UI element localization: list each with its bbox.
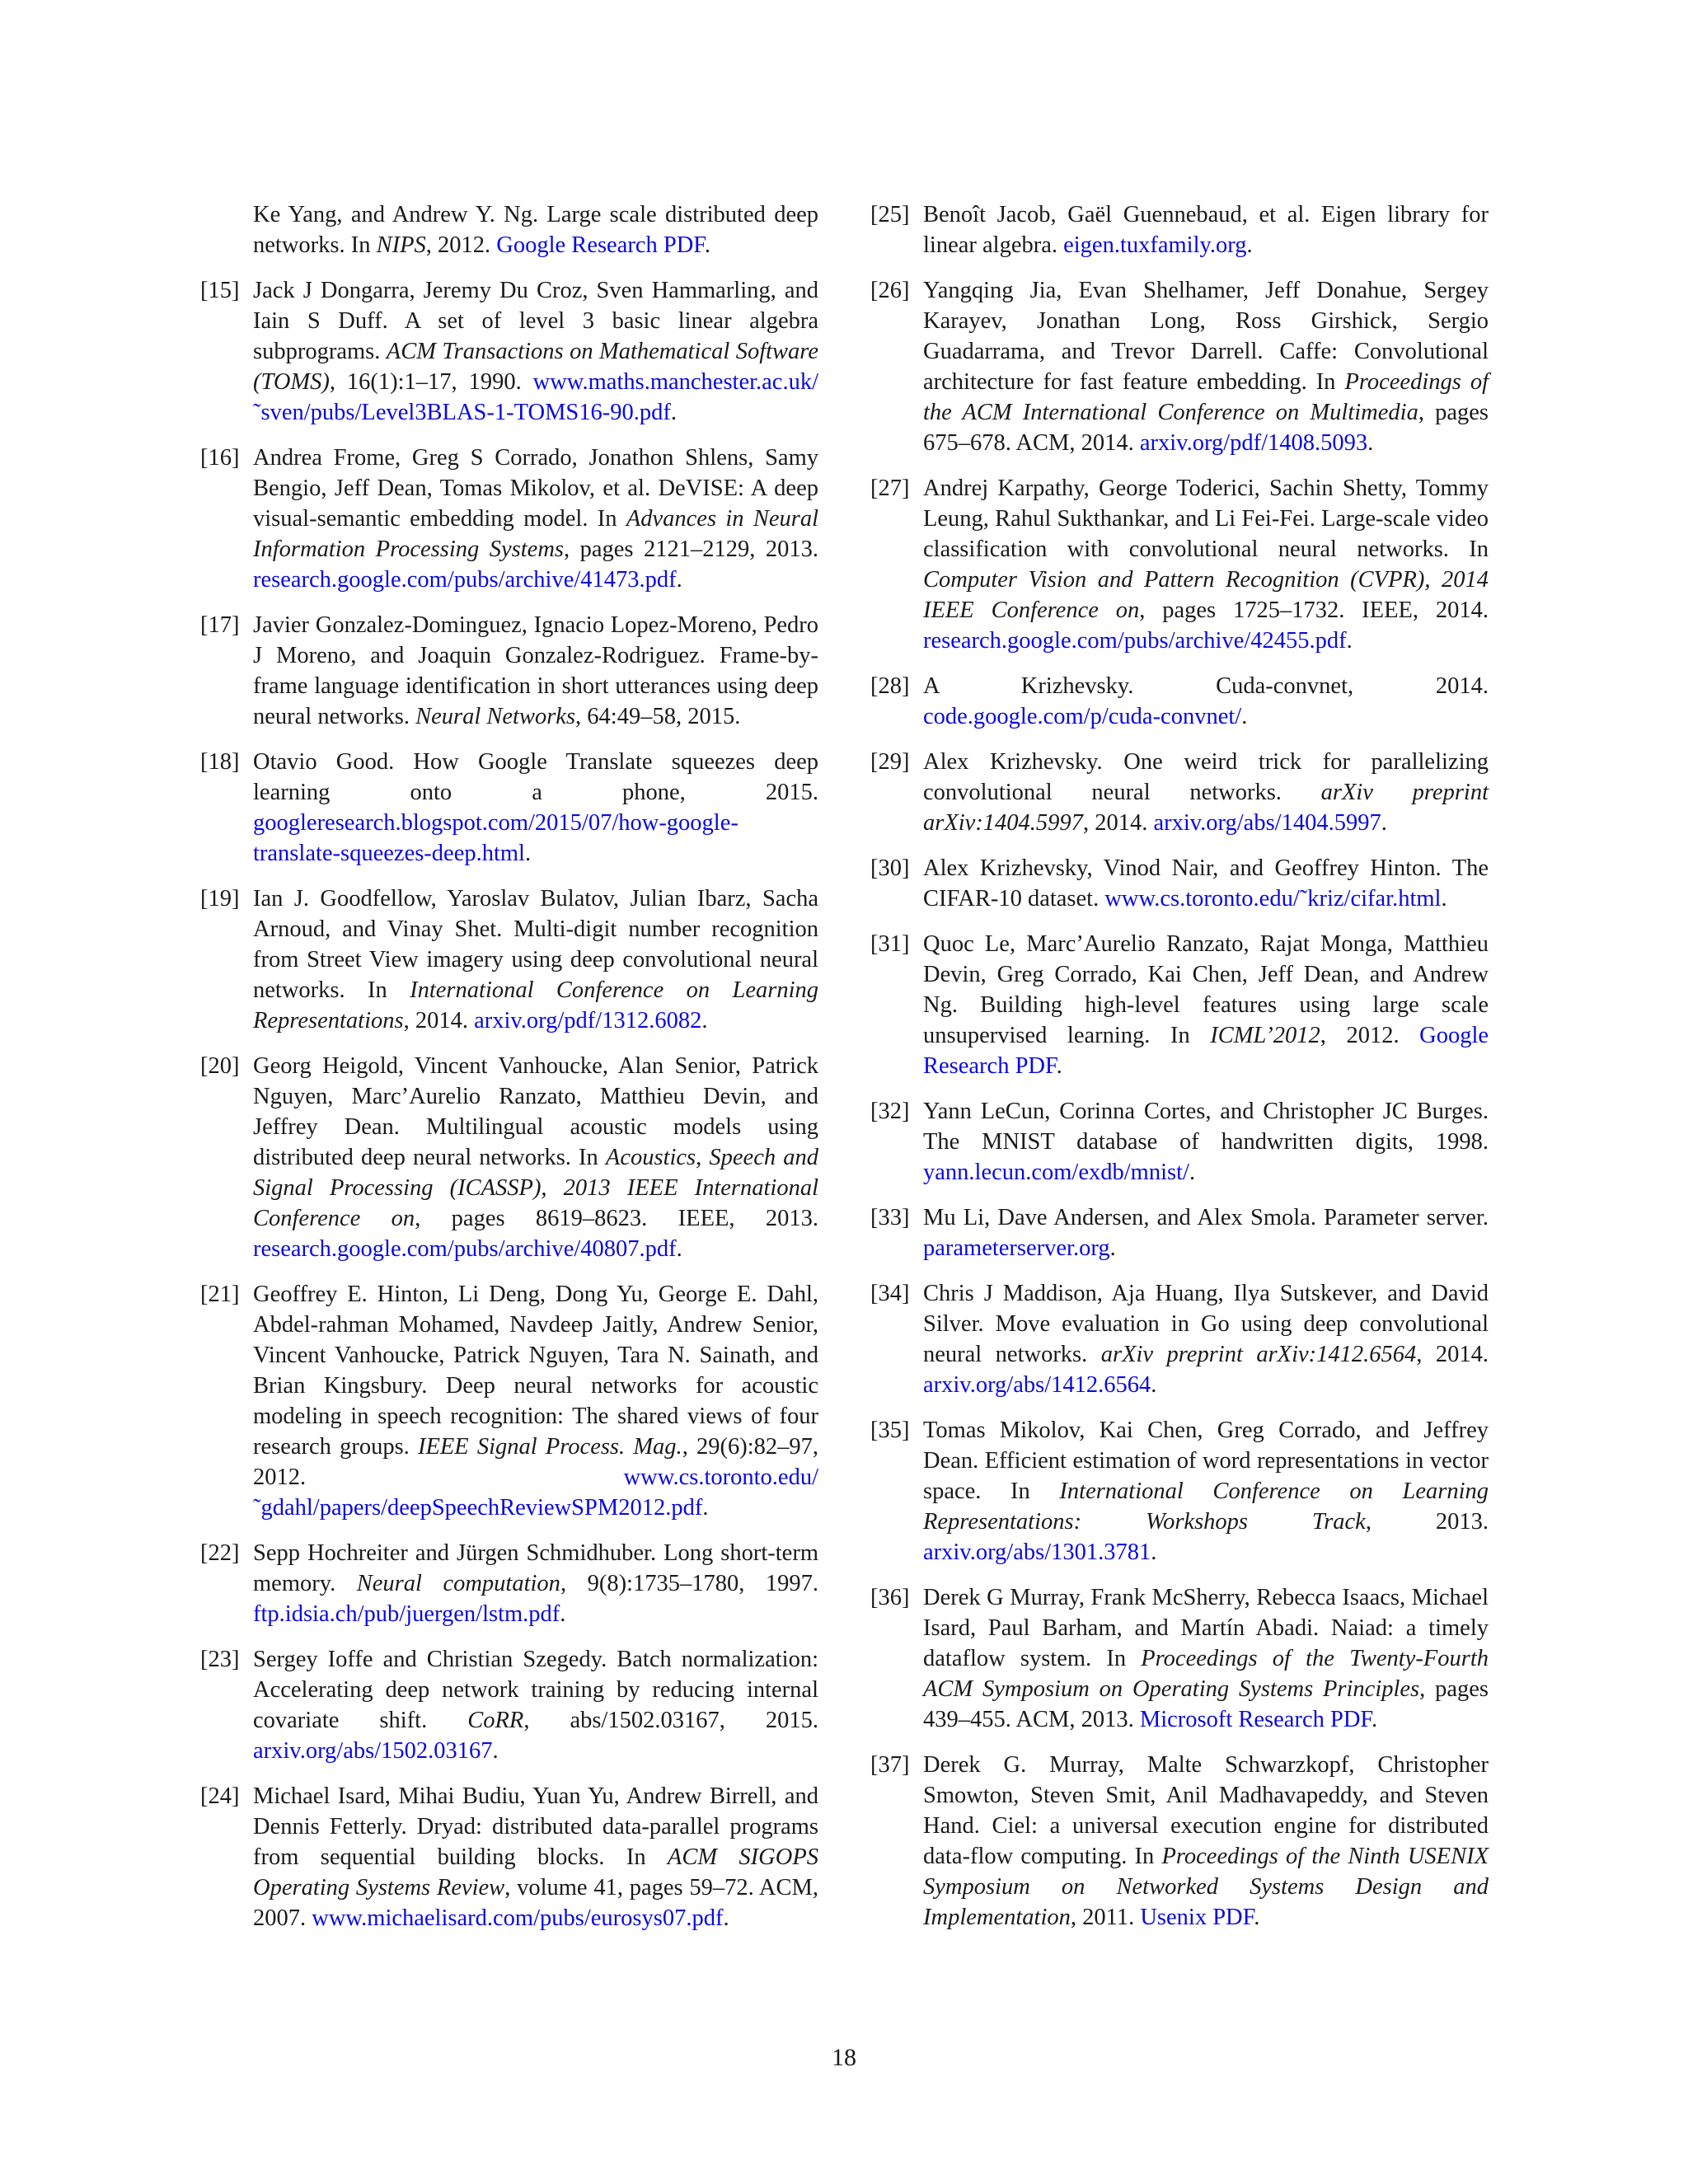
reference-details: , 2012. [1320,1023,1420,1048]
reference-number: [37] [870,1752,910,1778]
reference-venue: arXiv preprint arXiv:1404.5997 [923,780,1489,836]
reference-text: Alex Krizhevsky, Vinod Nair, and Geoffrey Hinton. The CIFAR-10 dataset. [923,855,1489,912]
reference-text: Yangqing Jia, Evan Shelhamer, Jeff Donahue, Sergey Karayev, Jonathan Long, Ross Girshick, Sergio Guadarrama, and Trevor Darrell. Caffe: Convolutional architecture for fast feature embedding. In [923,278,1489,395]
references-left-column [200,199,818,1948]
reference-text: Otavio Good. How Google Translate squeezes deep learning onto a phone, 2015. [253,749,818,805]
reference-venue: NIPS [376,232,426,258]
reference-number: [36] [870,1585,910,1610]
reference-entry [870,747,1489,838]
reference-entry [200,1781,818,1933]
reference-details: , abs/1502.03167, 2015. [523,1708,818,1733]
reference-link[interactable]: research.google.com/pubs/archive/42455.pdf [923,628,1347,654]
reference-entry [200,1051,818,1264]
reference-details: , pages 439–455. ACM, 2013. [923,1676,1489,1732]
reference-number: [31] [870,931,910,957]
reference-link[interactable]: www.cs.toronto.edu/˜kriz/cifar.html [1104,886,1442,912]
reference-number: [15] [200,278,240,303]
reference-number: [20] [200,1053,240,1079]
reference-end: . [1189,1160,1196,1185]
reference-entry [870,275,1489,458]
reference-text: Derek G. Murray, Malte Schwarzkopf, Christopher Smowton, Steven Smit, Anil Madhavapeddy, and Steven Hand. Ciel: a universal execution engine for distributed data-flow computing. In [923,1752,1489,1869]
reference-details: , pages 675–678. ACM, 2014. [923,400,1489,456]
reference-venue: ICML’2012 [1210,1023,1320,1048]
reference-text: Geoffrey E. Hinton, Li Deng, Dong Yu, George E. Dahl, Abdel-rahman Mohamed, Navdeep Jaitly, Andrew Senior, Vincent Vanhoucke, Patrick Nguyen, Tara N. Sainath, and Brian Kingsbury. Deep neural networks for acoustic modeling in speech recognition: The shared views of four research groups. [253,1282,818,1460]
reference-details: , pages 1725–1732. IEEE, 2014. [1139,598,1489,623]
reference-text: Sergey Ioffe and Christian Szegedy. Batch normalization: Accelerating deep network training by reducing internal covariate shift. [253,1647,818,1733]
reference-end: . [676,1236,682,1262]
reference-end: . [670,400,678,425]
reference-entry [870,1750,1489,1933]
reference-text: Alex Krizhevsky. One weird trick for parallelizing convolutional neural networks. [923,749,1489,805]
reference-link[interactable]: www.michaelisard.com/pubs/eurosys07.pdf [312,1905,724,1931]
reference-text: Andrej Karpathy, George Toderici, Sachin Shetty, Tommy Leung, Rahul Sukthankar, and Li Fei-Fei. Large-scale video classification with convolutional neural networks. In [923,476,1489,562]
reference-number: [17] [200,612,240,638]
reference-link[interactable]: arxiv.org/abs/1502.03167 [253,1738,493,1764]
reference-details: , 9(8):1735–1780, 1997. [560,1571,818,1596]
reference-number: [33] [870,1205,910,1230]
reference-end: . [1109,1235,1116,1261]
reference-link[interactable]: arxiv.org/pdf/1408.5093 [1139,430,1368,456]
reference-text: Quoc Le, Marc’Aurelio Ranzato, Rajat Monga, Matthieu Devin, Greg Corrado, Kai Chen, Jeff Dean, and Andrew Ng. Building high-level features using large scale unsupervised learning. In [923,931,1489,1048]
reference-link[interactable]: arxiv.org/abs/1404.5997 [1153,810,1381,836]
reference-end: . [1371,1707,1378,1732]
reference-number: [25] [870,202,910,227]
reference-venue: International Conference on Learning Representations [253,977,818,1033]
reference-link[interactable]: arxiv.org/abs/1301.3781 [923,1540,1151,1565]
reference-link[interactable]: Google Research PDF [923,1023,1489,1079]
reference-entry [870,929,1489,1081]
reference-details: , 29(6):82–97, 2012. [253,1434,819,1490]
reference-number: [23] [200,1647,240,1672]
reference-end: . [1151,1540,1157,1565]
reference-text: Ke Yang, and Andrew Y. Ng. Large scale distributed deep networks. In [253,202,818,258]
reference-number: [34] [870,1281,910,1306]
reference-venue: ACM Transactions on Mathematical Software (TOMS) [253,339,818,395]
reference-number: [27] [870,476,910,501]
reference-end: . [676,567,682,593]
reference-text: Jack J Dongarra, Jeremy Du Croz, Sven Hammarling, and Iain S Duff. A set of level 3 basic linear algebra subprograms. [253,278,818,364]
reference-entry [870,1202,1489,1263]
reference-text: Yann LeCun, Corinna Cortes, and Christopher JC Burges. The MNIST database of handwritten digits, 1998. [923,1099,1489,1155]
page-number: 18 [832,2044,856,2071]
reference-link[interactable]: ftp.idsia.ch/pub/juergen/lstm.pdf [253,1601,560,1627]
reference-venue: International Conference on Learning Representations: Workshops Track [923,1479,1489,1535]
reference-link[interactable]: www.cs.toronto.edu/˜gdahl/papers/deepSpeechReviewSPM2012.pdf [253,1465,818,1521]
reference-number: [19] [200,886,240,912]
reference-end: . [723,1905,729,1931]
reference-venue: Neural Networks [415,704,576,729]
reference-entry [200,443,818,595]
reference-entry [870,473,1489,656]
reference-number: [26] [870,278,910,303]
reference-number: [21] [200,1282,240,1307]
reference-entry [200,747,818,869]
reference-venue: Neural computation [356,1571,560,1596]
reference-link[interactable]: arxiv.org/abs/1412.6564 [923,1372,1151,1398]
reference-venue: arXiv preprint arXiv:1412.6564 [1100,1342,1417,1367]
reference-details: , 2014. [403,1008,475,1033]
reference-text: Mu Li, Dave Andersen, and Alex Smola. Parameter server. [923,1205,1489,1230]
reference-end: . [1381,810,1387,836]
reference-end: . [560,1601,566,1627]
reference-number: [35] [870,1418,910,1443]
reference-venue: Proceedings of the ACM International Conference on Multimedia [923,369,1489,425]
reference-details: , 2014. [1082,810,1154,836]
reference-end: . [492,1738,499,1764]
reference-entry [200,610,818,732]
reference-end: . [1246,232,1253,258]
reference-details: , 2014. [1416,1342,1489,1367]
reference-details: , pages 2121–2129, 2013. [564,537,819,562]
reference-venue: ACM SIGOPS Operating Systems Review [253,1844,818,1900]
reference-details: , 2013. [1365,1509,1489,1535]
reference-link[interactable]: googleresearch.blogspot.com/2015/07/how-google-translate-squeezes-deep.html [253,810,738,866]
reference-number: [28] [870,673,910,699]
reference-link[interactable]: www.maths.manchester.ac.uk/˜sven/pubs/Level3BLAS-1-TOMS16-90.pdf [253,369,818,425]
reference-end: . [1441,886,1447,912]
reference-entry [870,853,1489,914]
reference-end: . [704,232,710,258]
reference-link[interactable]: yann.lecun.com/exdb/mnist/ [923,1160,1189,1185]
reference-number: [32] [870,1099,910,1124]
reference-text: Sepp Hochreiter and Jürgen Schmidhuber. Long short-term memory. [253,1540,818,1596]
reference-number: [29] [870,749,910,775]
reference-end: . [1151,1372,1157,1398]
reference-end: . [1241,704,1248,729]
reference-text: Javier Gonzalez-Dominguez, Ignacio Lopez-Moreno, Pedro J Moreno, and Joaquin Gonzalez-Rodriguez. Frame-by-frame language identification in short utterances using deep neural networks. [253,612,818,729]
reference-end: . [702,1495,709,1521]
reference-end: . [1056,1053,1062,1079]
reference-venue: Computer Vision and Pattern Recognition (CVPR), 2014 IEEE Conference on [923,567,1489,623]
reference-entry [870,1278,1489,1400]
reference-end: . [701,1008,708,1033]
reference-entry [200,1644,818,1766]
reference-entry [870,199,1489,260]
reference-text: Chris J Maddison, Aja Huang, Ilya Sutskever, and David Silver. Move evaluation in Go using deep convolutional neural networks. [923,1281,1489,1367]
reference-venue: IEEE Signal Process. Mag. [417,1434,682,1460]
reference-link[interactable]: parameterserver.org [923,1235,1110,1261]
reference-text: Michael Isard, Mihai Budiu, Yuan Yu, Andrew Birrell, and Dennis Fetterly. Dryad: distributed data-parallel programs from sequential building blocks. In [253,1783,818,1870]
reference-link[interactable]: Google Research PDF [496,232,705,258]
reference-text: Benoît Jacob, Gaël Guennebaud, et al. Eigen library for linear algebra. [923,202,1489,258]
reference-end: . [524,841,532,866]
reference-number: [16] [200,445,240,471]
reference-number: [18] [200,749,240,775]
reference-text: A Krizhevsky. Cuda-convnet, 2014. [923,673,1489,699]
reference-entry [200,883,818,1036]
reference-entry [200,199,818,260]
reference-venue: Proceedings of the Ninth USENIX Symposium on Networked Systems Design and Implementation [923,1844,1489,1930]
reference-details: , 64:49–58, 2015. [575,704,741,729]
reference-venue: Advances in Neural Information Processing Systems [253,506,818,562]
reference-details: , 2012. [425,232,497,258]
references-right-column [870,199,1489,1947]
reference-entry [870,1096,1489,1188]
reference-entry [870,671,1489,732]
reference-link[interactable]: code.google.com/p/cuda-convnet/ [923,704,1242,729]
reference-text: Andrea Frome, Greg S Corrado, Jonathon Shlens, Samy Bengio, Jeff Dean, Tomas Mikolov, et al. DeVISE: A deep visual-semantic embedding model. In [253,445,818,532]
reference-link[interactable]: Usenix PDF [1140,1905,1254,1930]
reference-link[interactable]: arxiv.org/pdf/1312.6082 [474,1008,702,1033]
reference-link[interactable]: eigen.tuxfamily.org [1063,232,1247,258]
reference-details: , pages 8619–8623. IEEE, 2013. [415,1206,819,1231]
reference-details: , volume 41, pages 59–72. ACM, 2007. [253,1875,818,1931]
reference-text: Derek G Murray, Frank McSherry, Rebecca Isaacs, Michael Isard, Paul Barham, and Martín Abadi. Naiad: a timely dataflow system. In [923,1585,1489,1671]
reference-entry [200,275,818,428]
reference-entry [870,1582,1489,1735]
reference-venue: Proceedings of the Twenty-Fourth ACM Symposium on Operating Systems Principles [923,1646,1489,1702]
reference-link[interactable]: research.google.com/pubs/archive/41473.pdf [253,567,677,593]
reference-entry [870,1415,1489,1568]
reference-entry [200,1538,818,1629]
reference-entry [200,1279,818,1523]
reference-end: . [1367,430,1374,456]
reference-link[interactable]: research.google.com/pubs/archive/40807.pdf [253,1236,677,1262]
reference-number: [30] [870,855,910,881]
reference-details: , 2011. [1070,1905,1141,1930]
reference-number: [22] [200,1540,240,1566]
reference-end: . [1254,1905,1260,1930]
reference-venue: Acoustics, Speech and Signal Processing (ICASSP), 2013 IEEE International Conference on [253,1145,818,1231]
reference-number: [24] [200,1783,240,1809]
reference-text: Tomas Mikolov, Kai Chen, Greg Corrado, and Jeffrey Dean. Efficient estimation of word representations in vector space. In [923,1418,1489,1504]
reference-text: Ian J. Goodfellow, Yaroslav Bulatov, Julian Ibarz, Sacha Arnoud, and Vinay Shet. Multi-digit number recognition from Street View imagery using deep convolutional neural networks. In [253,886,818,1003]
reference-link[interactable]: Microsoft Research PDF [1139,1707,1372,1732]
reference-details: , 16(1):1–17, 1990. [329,369,533,395]
reference-venue: CoRR [467,1708,524,1733]
reference-end: . [1346,628,1353,654]
reference-text: Georg Heigold, Vincent Vanhoucke, Alan Senior, Patrick Nguyen, Marc’Aurelio Ranzato, Matthieu Devin, and Jeffrey Dean. Multilingual acoustic models using distributed deep neural networks. In [253,1053,818,1170]
